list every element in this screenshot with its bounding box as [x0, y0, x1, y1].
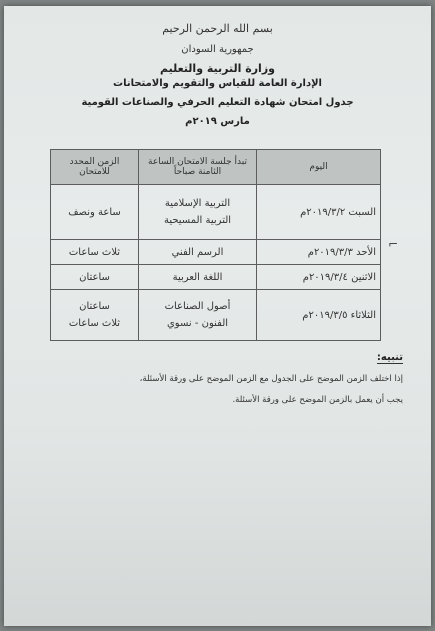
row-duration [51, 240, 139, 265]
row-day: الاثنين ٢٠١٩/٣/٤م [257, 265, 381, 290]
duration: ثلاث ساعات [68, 246, 121, 258]
duration: ساعتان [79, 271, 110, 283]
row-duration [51, 185, 139, 240]
table-row [51, 265, 381, 290]
subject: التربية المسيحية [163, 215, 232, 226]
header-day: اليوم [257, 150, 381, 185]
row-day: السبت ٢٠١٩/٣/٢م [257, 185, 381, 240]
duration: ساعتان [79, 301, 110, 312]
table-row [51, 240, 381, 265]
margin-mark-icon: ⌐ [388, 237, 399, 251]
note-line: إذا اختلف الزمن الموضح على الجدول مع الزمن الموضح على ورقة الأسئلة، [139, 374, 403, 384]
subject: الفنون - نسوي [166, 318, 229, 329]
republic-name: جمهورية السودان [181, 44, 254, 55]
header-duration: الزمن المحدد للامتحان [51, 150, 139, 185]
table-row [51, 185, 381, 240]
schedule-table [50, 149, 381, 341]
row-subjects [139, 265, 257, 290]
note-line: يجب أن يعمل بالزمن الموضح على ورقة الأسئلة. [232, 395, 403, 405]
row-day: الأحد ٢٠١٩/٣/٣م [257, 240, 381, 265]
exam-month: مارس ٢٠١٩م [185, 116, 250, 127]
duration: ثلاث ساعات [68, 318, 121, 329]
header-start-time: تبدأ جلسة الامتحان الساعة الثامنة صباحاً [139, 150, 257, 185]
table-header-row [51, 150, 381, 185]
row-subjects [139, 290, 257, 341]
subject: التربية الإسلامية [164, 198, 231, 209]
note-title: تنبيه: [376, 352, 403, 363]
row-duration [51, 265, 139, 290]
ministry-name: وزارة التربية والتعليم [160, 62, 275, 75]
subject: اللغة العربية [172, 271, 223, 283]
duration: ساعة ونصف [68, 206, 121, 218]
row-subjects [139, 240, 257, 265]
exam-schedule-document [4, 6, 431, 626]
basmala: بسم الله الرحمن الرحيم [162, 22, 273, 35]
row-subjects [139, 185, 257, 240]
row-day: الثلاثاء ٢٠١٩/٣/٥م [257, 290, 381, 341]
subject: الرسم الفني [171, 246, 224, 258]
row-duration [51, 290, 139, 341]
administration-name: الإدارة العامة للقياس والتقويم والامتحانات [113, 78, 322, 89]
subject: أصول الصناعات [164, 301, 231, 312]
document-title: جدول امتحان شهادة التعليم الحرفي والصناعات القومية [81, 97, 354, 108]
table-row [51, 290, 381, 341]
